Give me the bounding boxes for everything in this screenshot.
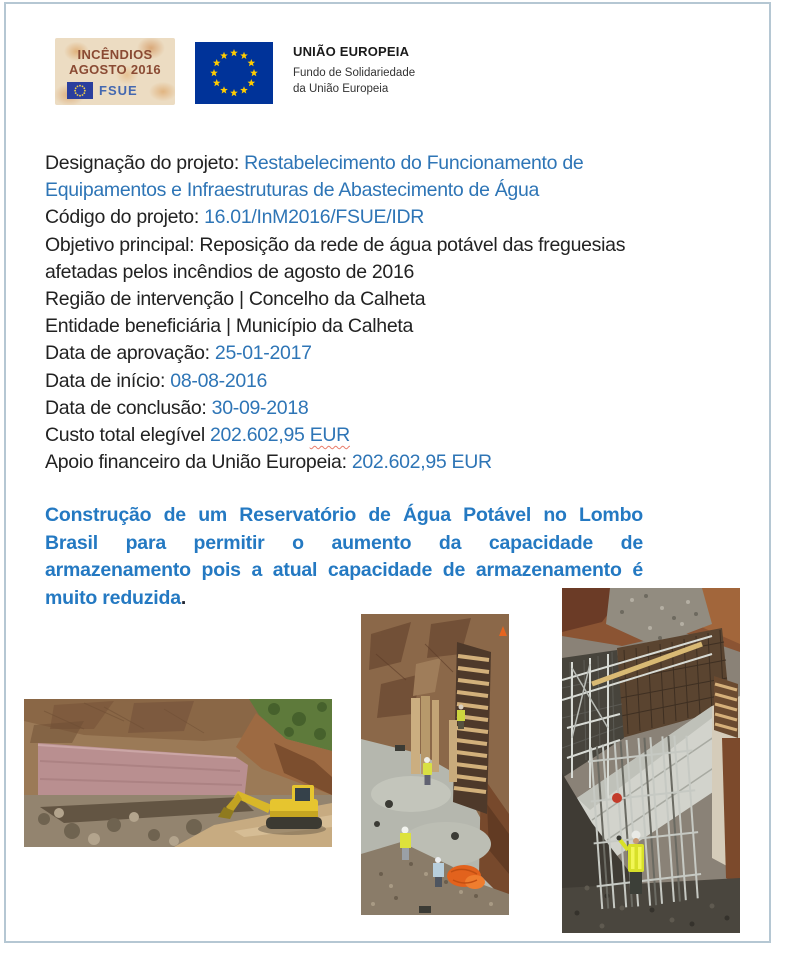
misspelled-word: EUR [309, 424, 350, 447]
red-bucket [612, 793, 622, 803]
project-details [45, 150, 755, 476]
eu-flag-icon [195, 42, 273, 104]
construction-photo-retaining-wall [24, 699, 332, 847]
fsue-acronym: FSUE [99, 83, 138, 98]
eu-logo-subtitle-line1: Fundo de Solidariedade [293, 67, 416, 79]
project-description [45, 502, 643, 612]
fsue-logo-line2: AGOSTO 2016 [69, 62, 161, 77]
description-line: armazenamento pois a atual capacidade de armazenamento é [45, 559, 643, 582]
fsue-incendios-logo [55, 38, 175, 105]
detail-line: Data de conclusão: 30-09-2018 [45, 396, 309, 419]
detail-line: Equipamentos e Infraestruturas de Abastecimento de Água [45, 179, 540, 202]
description-line: muito reduzida. [45, 586, 187, 609]
fsue-mini-eu-flag-icon [67, 82, 93, 99]
description-line: Construção de um Reservatório de Água Potável no Lombo [45, 504, 643, 526]
detail-line: Designação do projeto: Restabelecimento do Funcionamento de [45, 152, 584, 174]
detail-line: Data de início: 08-08-2016 [45, 369, 268, 392]
detail-line: Custo total elegível 202.602,95 EUR [45, 424, 350, 447]
fsue-logo-line1: INCÊNDIOS [77, 47, 153, 62]
eu-logo-subtitle-line2: da União Europeia [293, 82, 389, 95]
detail-line: Data de aprovação: 25-01-2017 [45, 342, 312, 365]
eu-logo-title: UNIÃO EUROPEIA [293, 44, 410, 59]
detail-line: Apoio financeiro da União Europeia: 202.602,95 EUR [45, 451, 492, 474]
detail-line: afetadas pelos incêndios de agosto de 2016 [45, 260, 415, 283]
detail-line: Região de intervenção | Concelho da Calheta [45, 288, 426, 311]
description-line: Brasil para permitir o aumento da capacidade de [45, 531, 643, 554]
detail-line: Entidade beneficiária | Município da Calheta [45, 315, 414, 338]
wooden-ladder [714, 676, 738, 738]
construction-photo-excavation-pit [361, 614, 509, 915]
detail-line: Objetivo principal: Reposição da rede de água potável das freguesias [45, 233, 626, 256]
eu-logo-text [293, 44, 415, 97]
detail-line: Código do projeto: 16.01/InM2016/FSUE/IDR [45, 206, 425, 229]
construction-photo-reservoir-rebar [562, 588, 740, 933]
